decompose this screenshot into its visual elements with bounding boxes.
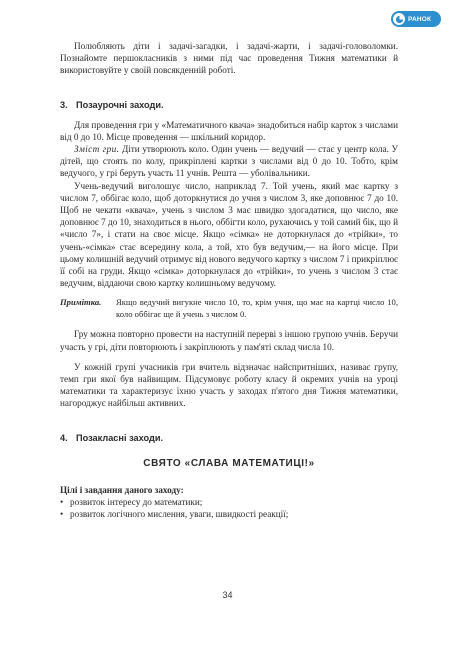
section-3-title: Позаурочні заходи.	[76, 99, 164, 110]
goals-heading: Цілі і завдання даного заходу:	[60, 484, 184, 495]
note-label: Примітка.	[60, 297, 102, 308]
section-4-number: 4.	[60, 432, 68, 443]
logo-text: РАНОК	[408, 15, 432, 23]
winner-paragraph: У кожній групі учасників гри вчитель відзначає найспритніших, називає групу, темп гри якої був найвищим. Підсумовує роботу класу й окремих учнів на уроці математики та характеризує їхню участь у заходах п'ятого дня Тижня математики, нагороджує найбільш активних.	[60, 361, 398, 409]
logo-circle-icon	[393, 13, 405, 25]
bullet-text: розвиток інтересу до математики;	[70, 497, 203, 508]
note-text: Якщо ведучий вигукне число 10, то, крім учня, що має на картці число 10, коло оббігає ще й учень з числом 0.	[116, 297, 398, 319]
game-content-text: Діти утворюють коло. Один учень — ведучий — стає у центр кола. У дітей, що стоять по колу, прикріплені картки з числами від 0 до 10. Тобто, крім ведучого, у грі беруть участь 11 учнів. Решта — уболівальники.	[60, 144, 398, 179]
bullet-icon: •	[60, 497, 64, 508]
bullet-text: розвиток логічного мислення, уваги, швидкості реакції;	[70, 509, 289, 520]
bullet-icon: •	[60, 509, 64, 520]
logo-badge	[391, 11, 441, 27]
feast-title: СВЯТО «СЛАВА МАТЕМАТИЦІ!»	[143, 457, 315, 469]
list-item	[60, 496, 398, 508]
game-intro-paragraph: Для проведення гри у «Математичного квача» знадобиться набір карток з числами від 0 до 10. Місце проведення — шкільний коридор.	[60, 119, 398, 142]
section-4-heading	[60, 432, 398, 444]
logo-swirl-icon	[395, 15, 404, 24]
publisher-logo	[391, 11, 441, 27]
repeat-paragraph: Гру можна повторно провести на наступній перерві з іншою групою учнів. Беручи участь у грі, діти повторюють і закріплюють у пам'яті склад числа 10.	[60, 329, 398, 352]
page-content	[60, 40, 398, 520]
game-content-paragraph	[60, 143, 398, 180]
list-item	[60, 508, 398, 520]
section-3-heading	[60, 99, 398, 111]
game-content-lead: Зміст гри.	[74, 144, 120, 155]
intro-paragraph: Полюбляють діти і задачі-загадки, і задачі-жарти, і задачі-головоломки. Познайомте першокласників з ними під час проведення Тижня математики й використовуйте у своїй повсякденній роботі.	[60, 41, 398, 76]
section-4-title: Позакласні заходи.	[76, 432, 164, 443]
page-number: 34	[222, 590, 233, 600]
note-block	[60, 297, 398, 320]
section-3-number: 3.	[60, 99, 68, 110]
game-rules-paragraph: Учень-ведучий виголошує число, наприклад 7. Той учень, який має картку з числом 7, оббігає коло, щоб доторкнутися до учня з числом 3, яке доповнює 7 до 10. Щоб не чекати «квача», учень з числом 3 має швидко здогадатися, що число, яке доповнює 7 до 10, знаходиться в нього, оббігти коло, рухаючись у той самий бік, що й «число 7», і стати на своє місце. Якщо «сімка» не доторкнулася до «трійки», то учень-«сімка» стає всередину кола, а той, хто був ведучим,— на його місце. При цьому колишній ведучий отримує від нового ведучого картку з числом 7 і прикріплює її собі на груди. Якщо «сімка» доторкнулася до «трійки», то учень з числом 3 стає ведучим, віддаючи свою картку колишньому ведучому.	[60, 180, 398, 289]
